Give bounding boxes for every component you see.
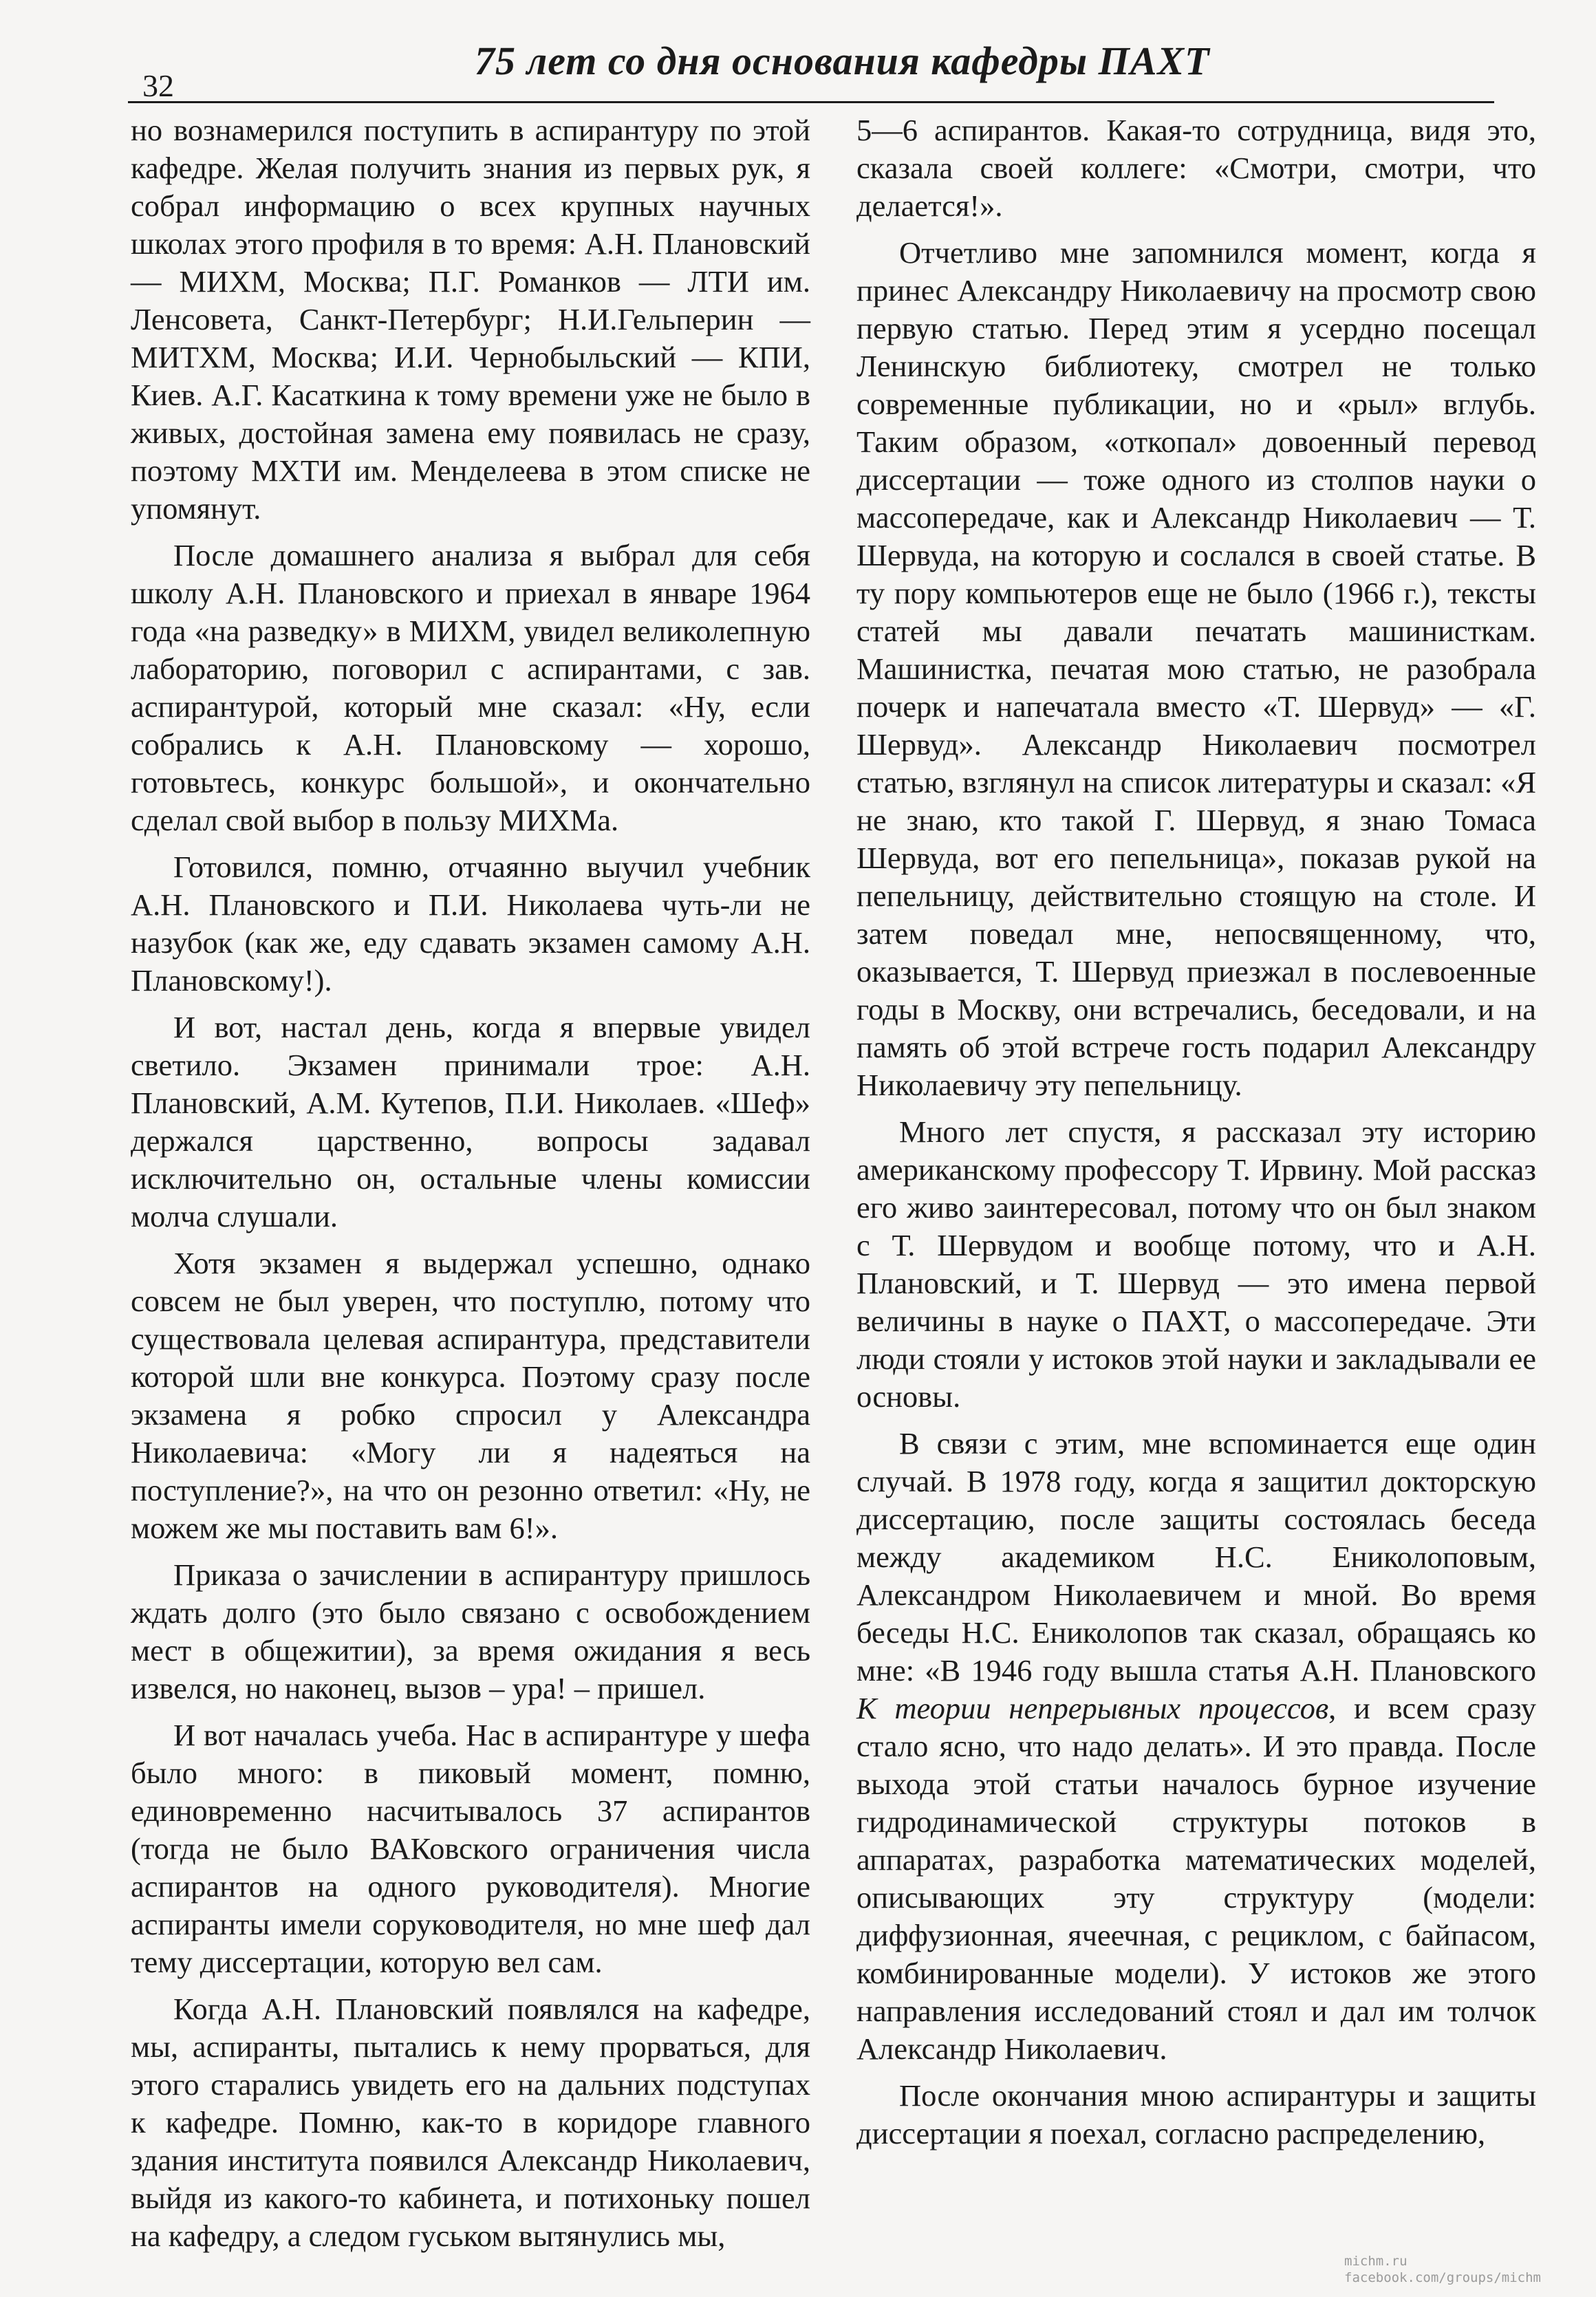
- page-number: 32: [142, 68, 174, 103]
- paragraph-text: В связи с этим, мне вспоминается еще один случай. В 1978 году, когда я защитил докторскую диссертацию, после защиты состоялась беседа между академиком Н.С. Ениколоповым, Александром Николаевичем и мной. Во время беседы Н.С. Ениколопов так сказал, обращаясь ко мне: «В 1946 году вышла статья А.Н. Плановского: [856, 1426, 1536, 1687]
- left-column: [131, 111, 810, 2264]
- paragraph: И вот началась учеба. Нас в аспирантуре у шефа было много: в пиковый момент, помню, единовременно насчитывалось 37 аспирантов (тогда не было ВАКовского ограничения числа аспирантов на одного руководителя). Многие аспиранты имели соруководителя, но мне шеф дал тему диссертации, которую вел сам.: [131, 1718, 810, 1979]
- right-column: [856, 111, 1536, 2161]
- paragraph: [856, 1425, 1536, 2068]
- header-rule: [128, 101, 1494, 103]
- paragraph: Отчетливо мне запомнился момент, когда я принес Александру Николаевичу на просмотр свою первую статью. Перед этим я усердно посещал Ленинскую библиотеку, смотрел не только современные публикации, но и «рыл» вглубь. Таким образом, «откопал» довоенный перевод диссертации — тоже одного из столпов науки о массопередаче, как и Александр Николаевич — Т. Шервуда, на которую и сослался в своей статье. В ту пору компьютеров еще не было (1966 г.), тексты статей мы давали печатать машинисткам. Машинистка, печатая мою статью, не разобрала почерк и напечатала вместо «Т. Шервуд» — «Г. Шервуд». Александр Николаевич посмотрел статью, взглянул на список литературы и сказал: «Я не знаю, кто такой Г. Шервуд, я знаю Томаса Шервуда, вот его пепельница», показав рукой на пепельницу, действительно стоящую на столе. И затем поведал мне, непосвященному, что, оказывается, Т. Шервуд приезжал в послевоенные годы в Москву, они встречались, беседовали, и на память об этой встрече гость подарил Александру Николаевичу эту пепельницу.: [856, 235, 1536, 1102]
- watermark-site: michm.ru: [1344, 2254, 1408, 2269]
- paragraph: Когда А.Н. Плановский появлялся на кафедре, мы, аспиранты, пытались к нему прорваться, для этого старались увидеть его на дальних подступах к кафедре. Помню, как-то в коридоре главного здания института появился Александр Николаевич, выйдя из какого-то кабинета, и потихоньку пошел на кафедру, а следом гуськом вытянулись мы,: [131, 1992, 810, 2253]
- paragraph: После домашнего анализа я выбрал для себя школу А.Н. Плановского и приехал в январе 1964 года «на разведку» в МИХМ, увидел великолепную лабораторию, поговорил с аспирантами, с зав. аспирантурой, который мне сказал: «Ну, если собрались к А.Н. Плановскому — хорошо, готовьтесь, конкурс большой», и окончательно сделал свой выбор в пользу МИХМа.: [131, 538, 810, 837]
- paragraph: но вознамерился поступить в аспирантуру по этой кафедре. Желая получить знания из первых рук, я собрал информацию о всех крупных научных школах этого профиля в то время: А.Н. Плановский — МИХМ, Москва; П.Г. Романков — ЛТИ им. Ленсовета, Санкт-Петербург; Н.И.Гельперин — МИТХМ, Москва; И.И. Чернобыльский — КПИ, Киев. А.Г. Касаткина к тому времени уже не было в живых, достойная замена ему появилась не сразу, поэтому МХТИ им. Менделеева в этом списке не упомянут.: [131, 113, 810, 526]
- running-head: 75 лет со дня основания кафедры ПАХТ: [475, 39, 1210, 83]
- watermark-group: facebook.com/groups/michm: [1344, 2270, 1541, 2285]
- watermark: [1344, 2253, 1541, 2286]
- paragraph: Хотя экзамен я выдержал успешно, однако совсем не был уверен, что поступлю, потому что существовала целевая аспирантура, представители которой шли вне конкурса. Поэтому сразу после экзамена я робко спросил у Александра Николаевича: «Могу ли я надеяться на поступление?», на что он резонно ответил: «Ну, не можем же мы поставить вам 6!».: [131, 1246, 810, 1545]
- paragraph: Много лет спустя, я рассказал эту историю американскому профессору Т. Ирвину. Мой рассказ его живо заинтересовал, потому что он был знаком с Т. Шервудом и вообще потому, что и А.Н. Плановский, и Т. Шервуд — это имена первой величины в науке о ПАХТ, о массопередаче. Эти люди стояли у истоков этой науки и закладывали ее основы.: [856, 1114, 1536, 1414]
- paragraph: 5—6 аспирантов. Какая-то сотрудница, видя это, сказала своей коллеге: «Смотри, смотри, что делается!».: [856, 113, 1536, 223]
- paragraph: Приказа о зачислении в аспирантуру пришлось ждать долго (это было связано с освобождением мест в общежитии), за время ожидания я весь извелся, но наконец, вызов – ура! – пришел.: [131, 1557, 810, 1705]
- paragraph-text: , и всем сразу стало ясно, что надо делать». И это правда. После выхода этой статьи началось бурное изучение гидродинамической структуры потоков в аппаратах, разработка математических моделей, описывающих эту структуру (модели: диффузионная, ячеечная, с рециклом, с байпасом, комбинированные модели). У истоков же этого направления исследований стоял и дал им толчок Александр Николаевич.: [856, 1691, 1536, 2066]
- paragraph: Готовился, помню, отчаянно выучил учебник А.Н. Плановского и П.И. Николаева чуть-ли не назубок (как же, еду сдавать экзамен самому А.Н. Плановскому!).: [131, 850, 810, 997]
- paragraph: После окончания мною аспирантуры и защиты диссертации я поехал, согласно распределению,: [856, 2078, 1536, 2150]
- article-title: К теории непрерывных процессов: [856, 1691, 1329, 1725]
- paragraph: И вот, настал день, когда я впервые увидел светило. Экзамен принимали трое: А.Н. Плановский, А.М. Кутепов, П.И. Николаев. «Шеф» держался царственно, вопросы задавал исключительно он, остальные члены комиссии молча слушали.: [131, 1010, 810, 1233]
